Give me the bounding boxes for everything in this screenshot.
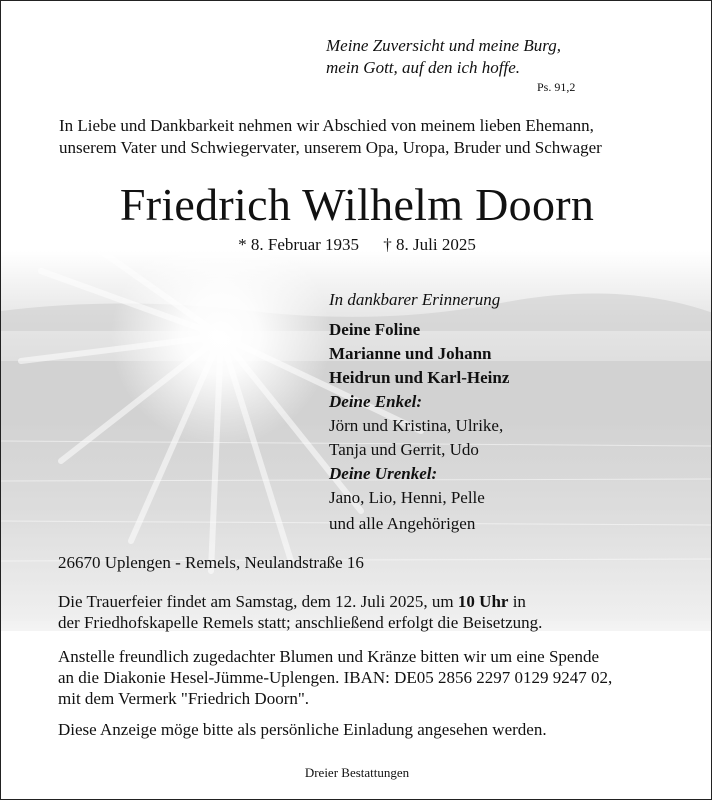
greatgrandchildren-heading: Deine Urenkel: [329, 464, 438, 483]
verse-line: Meine Zuversicht und meine Burg, [326, 36, 561, 55]
mourner-child: Marianne und Johann [329, 344, 492, 363]
ceremony-line: der Friedhofskapelle Remels statt; anschließend erfolgt die Beisetzung. [58, 613, 543, 632]
remembrance-heading: In dankbarer Erinnerung [329, 290, 501, 309]
verse-line: mein Gott, auf den ich hoffe. [326, 58, 521, 77]
bible-verse [326, 35, 626, 79]
invitation-note: Diese Anzeige möge bitte als persönliche Einladung angesehen werden. [58, 720, 547, 739]
grandchildren-names: Jörn und Kristina, Ulrike, [329, 416, 504, 435]
undertaker-name: Dreier Bestattungen [304, 765, 410, 780]
ceremony-text: Die Trauerfeier findet am Samstag, dem 12. Juli 2025, um [58, 592, 458, 611]
life-dates [1, 235, 712, 255]
intro-text [59, 115, 669, 159]
ceremony-time: 10 Uhr [457, 592, 509, 611]
mourners-list [329, 288, 649, 536]
donation-line: Anstelle freundlich zugedachter Blumen und Kränze bitten wir um eine Spende [58, 647, 599, 666]
donation-line: mit dem Vermerk "Friedrich Doorn". [58, 689, 310, 708]
deceased-name: Friedrich Wilhelm Doorn [119, 179, 595, 230]
verse-reference: Ps. 91,2 [537, 80, 576, 94]
mourner-child: Heidrun und Karl-Heinz [329, 368, 510, 387]
family-address: 26670 Uplengen - Remels, Neulandstraße 16 [58, 553, 364, 572]
donation-info [58, 646, 678, 709]
relatives-line: und alle Angehörigen [329, 514, 476, 533]
greatgrandchildren-names: Jano, Lio, Henni, Pelle [329, 488, 485, 507]
ceremony-line [58, 591, 668, 612]
mourner-wife: Deine Foline [329, 320, 421, 339]
ceremony-info [58, 591, 668, 633]
grandchildren-names: Tanja und Gerrit, Udo [329, 440, 479, 459]
birth-date: * 8. Februar 1935 [238, 235, 360, 254]
intro-line: In Liebe und Dankbarkeit nehmen wir Abschied von meinem lieben Ehemann, [59, 116, 594, 135]
ceremony-text: in [508, 592, 526, 611]
donation-line: an die Diakonie Hesel-Jümme-Uplengen. IBAN: DE05 2856 2297 0129 9247 02, [58, 668, 613, 687]
grandchildren-heading: Deine Enkel: [329, 392, 423, 411]
death-date: † 8. Juli 2025 [383, 235, 476, 254]
intro-line: unserem Vater und Schwiegervater, unserem Opa, Uropa, Bruder und Schwager [59, 138, 602, 157]
